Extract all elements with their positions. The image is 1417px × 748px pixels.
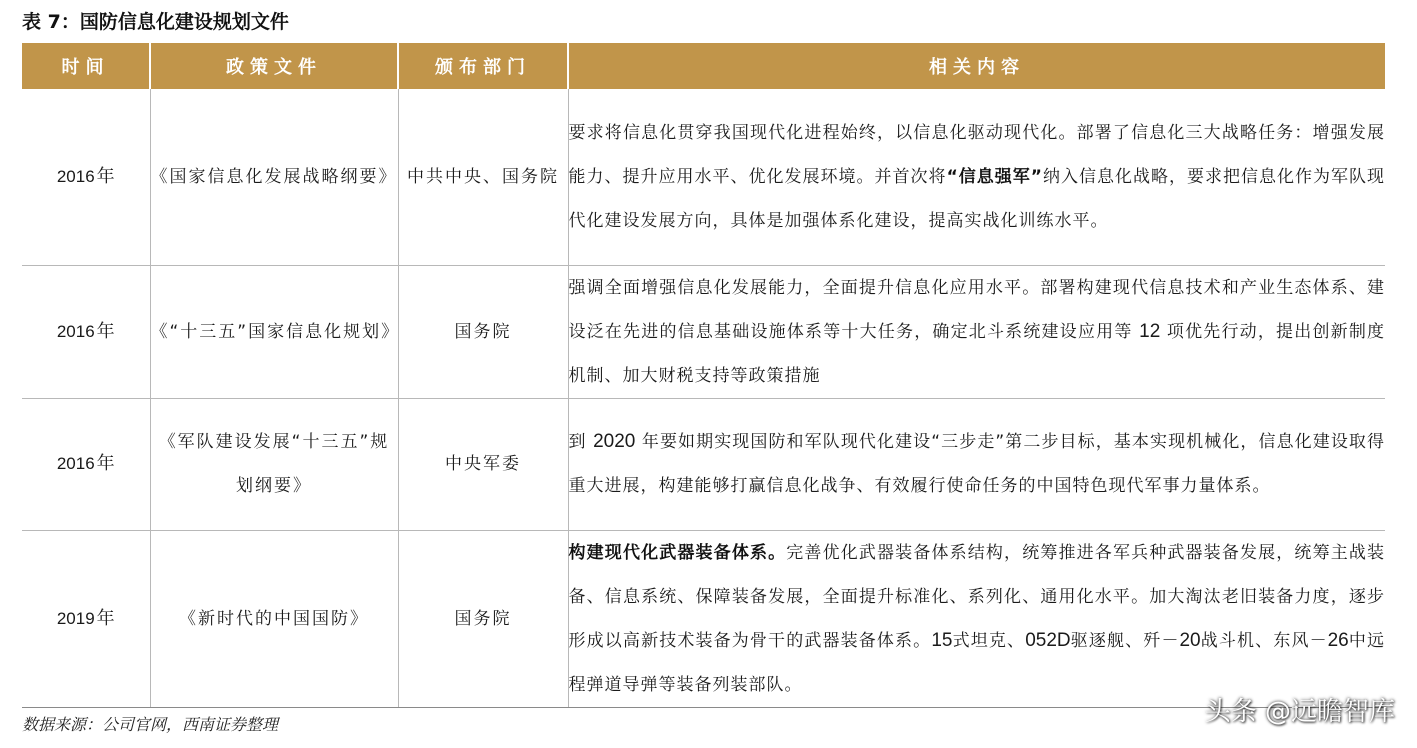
year-value: 2016 [56, 321, 95, 341]
policy-document-cell: 《“十三五”国家信息化规划》 [150, 265, 398, 398]
year-value: 2016 [56, 454, 95, 473]
header-time: 时间 [22, 43, 150, 89]
content-text: 中远程弹道导弹等装备列装部队。 [568, 630, 1386, 695]
content-number: 26 [1327, 629, 1349, 651]
content-cell [568, 530, 1385, 707]
content-number: 20 [1179, 629, 1201, 651]
policy-document-cell: 《新时代的中国国防》 [150, 530, 398, 707]
table-title: 表 7：国防信息化建设规划文件 [22, 11, 289, 33]
year-cell [22, 265, 150, 398]
table-header-row [22, 43, 1385, 89]
content-text: 强调全面增强信息化发展能力，全面提升信息化应用水平。部署构建现代信息技术和产业生态体系、建设泛在先进的信息基础设施体系等十大任务，确定北斗系统建设应用等 [568, 277, 1385, 342]
content-number: 12 [1139, 320, 1161, 342]
year-value: 2016 [56, 166, 95, 186]
content-text: 战斗机、东风－ [1200, 630, 1328, 651]
content-number: 2020 [593, 431, 636, 452]
year-cell [22, 89, 150, 265]
policy-document-cell: 《国家信息化发展战略纲要》 [150, 89, 398, 265]
content-text: 纳入信息化战略，要求把信息化作为军队现代化建设发展方向，具体是加强体系化建设，提高实战化训练水平。 [568, 166, 1386, 231]
year-cell [22, 530, 150, 707]
table-row [22, 530, 1385, 707]
header-issuing-department: 颁布部门 [398, 43, 568, 89]
policy-table [22, 43, 1385, 708]
header-policy-document: 政策文件 [150, 43, 398, 89]
content-bold-text: 构建现代化武器装备体系。 [568, 542, 787, 563]
issuing-department-cell: 国务院 [398, 530, 568, 707]
content-text: 要求将信息化贯穿我国现代化进程始终，以信息化驱动现代化。部署了信息化三大战略任务：增强发展能力、提升应用水平、优化发展环境。并首次将 [568, 122, 1385, 187]
table-row [22, 265, 1385, 398]
content-number: 052D [1025, 629, 1071, 651]
content-text: 项优先行动，提出创新制度机制、加大财税支持等政策措施 [568, 321, 1386, 386]
watermark [1205, 688, 1395, 730]
issuing-department-cell: 国务院 [398, 265, 568, 398]
policy-document-cell: 《军队建设发展“十三五”规划纲要》 [150, 398, 398, 530]
content-bold-text: “信息强军” [946, 166, 1043, 187]
content-cell [568, 89, 1385, 265]
content-text: 驱逐舰、歼－ [1070, 630, 1180, 651]
year-cell [22, 398, 150, 530]
content-text: 年要如期实现国防和军队现代化建设“三步走”第二步目标，基本实现机械化，信息化建设取得重大进展，构建能够打赢信息化战争、有效履行使命任务的中国特色现代军事力量体系。 [568, 432, 1386, 496]
issuing-department-cell: 中共中央、国务院 [398, 89, 568, 265]
year-suffix: 年 [96, 165, 115, 187]
issuing-department-cell: 中央军委 [398, 398, 568, 530]
content-cell [568, 398, 1385, 530]
content-number: 15 [931, 629, 953, 651]
table-row [22, 398, 1385, 530]
content-text: 到 [568, 432, 587, 452]
content-text: 完善优化武器装备体系结构，统筹推进各军兵种武器装备发展，统筹主战装备、信息系统、保障装备发展，全面提升标准化、系列化、通用化水平。加大淘汰老旧装备力度，逐步形成以高新技术装备为骨干的武器装备体系。 [568, 542, 1386, 651]
year-suffix: 年 [96, 453, 115, 474]
content-cell [568, 265, 1385, 398]
year-suffix: 年 [96, 607, 115, 629]
watermark-text: 头条 @远瞻智库 [1204, 696, 1395, 727]
source-note: 数据来源：公司官网，西南证券整理 [22, 715, 279, 734]
year-suffix: 年 [96, 320, 115, 342]
table-row [22, 89, 1385, 265]
header-related-content: 相关内容 [568, 43, 1385, 89]
content-text: 式坦克、 [952, 630, 1026, 651]
year-value: 2019 [56, 608, 95, 628]
